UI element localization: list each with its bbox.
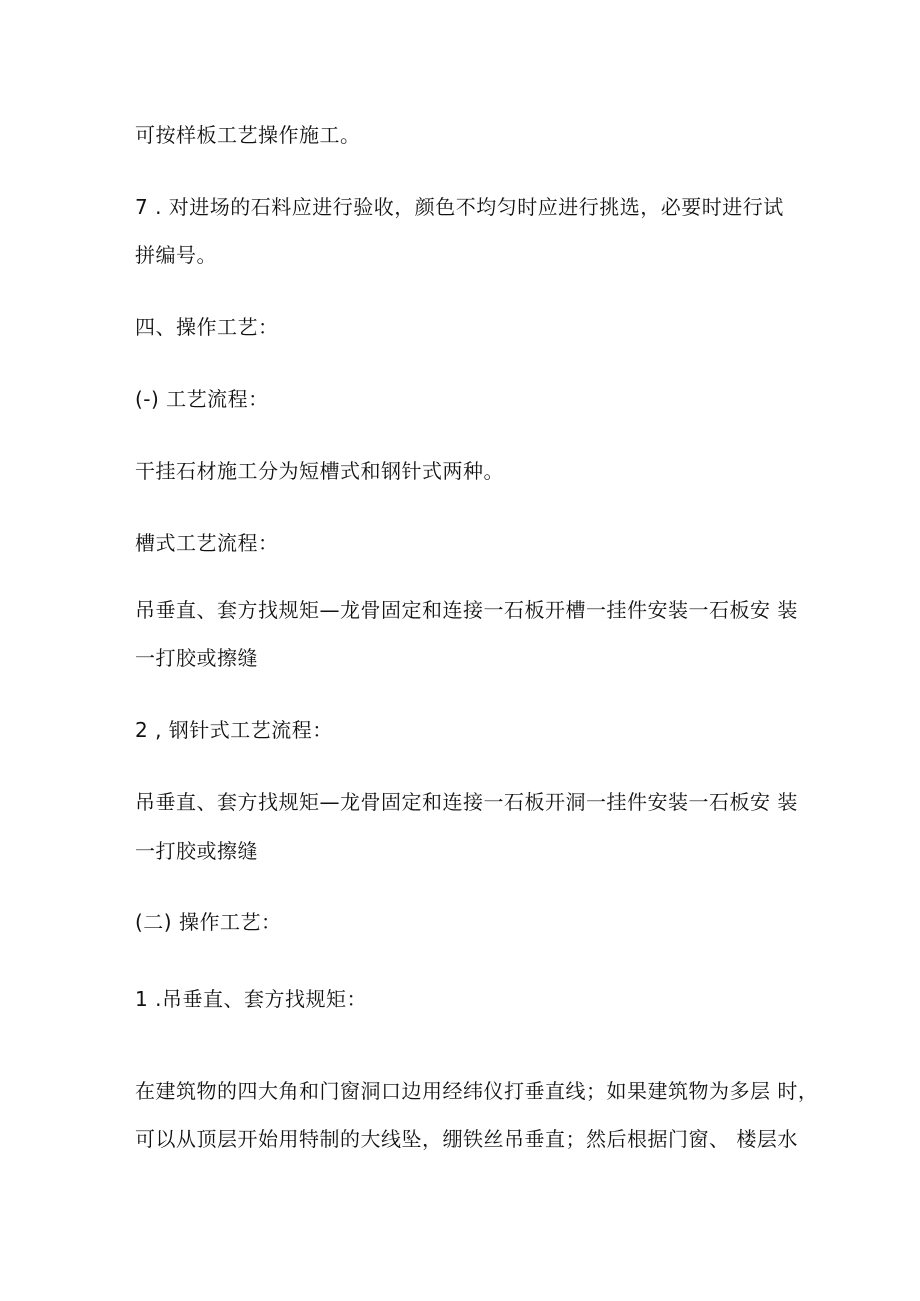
process-flow-line: 吊垂直、套方找规矩—龙骨固定和连接一石板开槽一挂件安装一石板安 装 [135, 598, 798, 622]
body-text-line: 可以从顶层开始用特制的大线坠，绷铁丝吊垂直；然后根据门窗、 楼层水 [135, 1127, 798, 1151]
subheading: 槽式工艺流程： [135, 531, 279, 555]
subsection-heading: (-) 工艺流程： [135, 387, 269, 411]
subsection-heading: (二) 操作工艺： [135, 910, 282, 934]
body-text-line: 可按样板工艺操作施工。 [135, 123, 361, 147]
section-heading: 四、操作工艺： [135, 315, 279, 339]
subheading: 1 .吊垂直、套方找规矩： [135, 987, 367, 1011]
process-flow-line: 一打胶或擦缝 [135, 646, 258, 670]
process-flow-line: 吊垂直、套方找规矩—龙骨固定和连接一石板开洞一挂件安装一石板安 装 [135, 790, 798, 814]
body-text-line: 在建筑物的四大角和门窗洞口边用经纬仪打垂直线；如果建筑物为多层 时， [135, 1079, 819, 1103]
list-item-7: 7 . 对进场的石料应进行验收，颜色不均匀时应进行挑选，必要时进行试 [135, 195, 784, 219]
process-flow-line: 一打胶或擦缝 [135, 839, 258, 863]
body-text-line: 干挂石材施工分为短槽式和钢针式两种。 [135, 459, 504, 483]
body-text-line: 拼编号。 [135, 243, 217, 267]
subheading: 2 , 钢针式工艺流程： [135, 718, 333, 742]
